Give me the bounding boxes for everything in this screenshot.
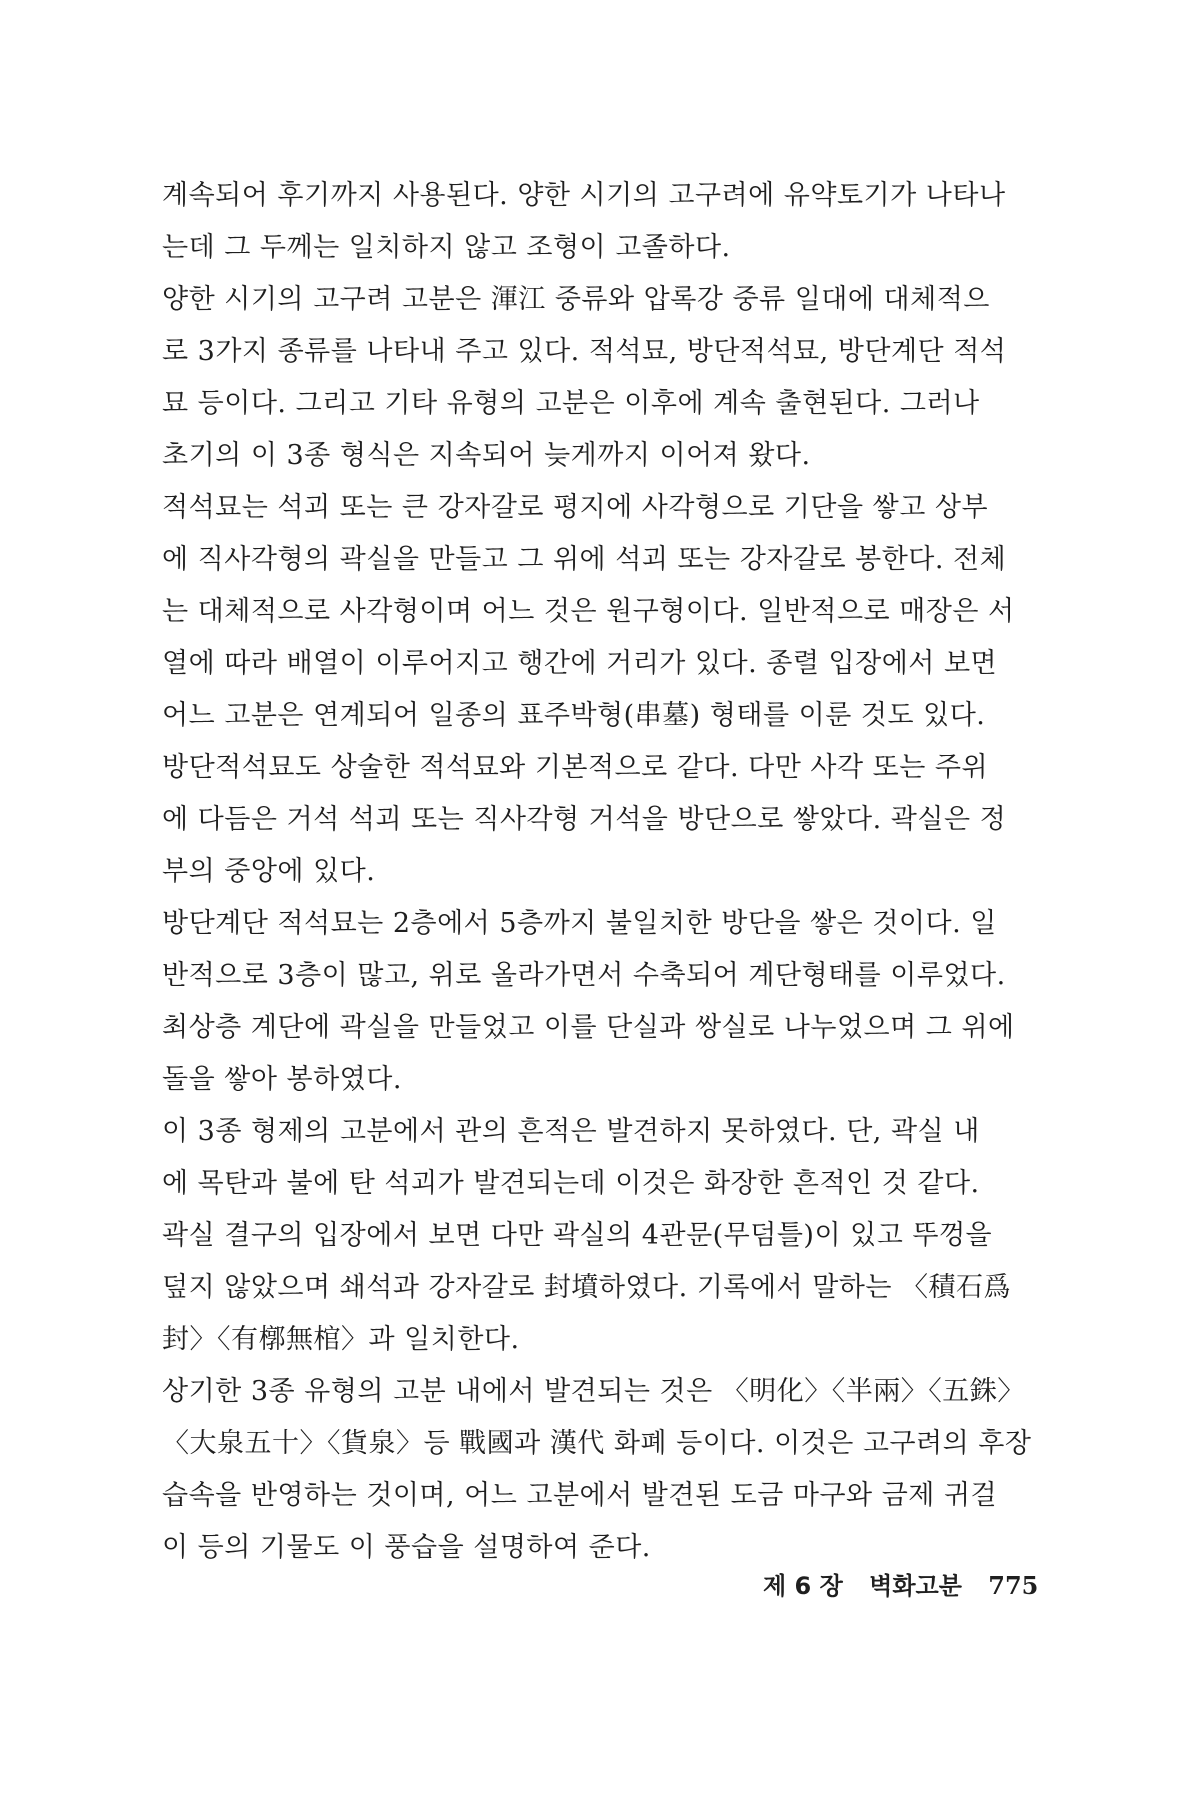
text-line: 계속되어 후기까지 사용된다. 양한 시기의 고구려에 유약토기가 나타나 — [162, 180, 1006, 211]
text-line: 로 3가지 종류를 나타내 주고 있다. 적석묘, 방단적석묘, 방단계단 적석 — [162, 336, 1007, 367]
text-line: 에 직사각형의 곽실을 만들고 그 위에 석괴 또는 강자갈로 봉한다. 전체 — [162, 544, 1007, 575]
text-line: 封〉〈有槨無棺〉과 일치한다. — [162, 1324, 520, 1355]
text-line: 반적으로 3층이 많고, 위로 올라가면서 수축되어 계단형태를 이루었다. — [162, 960, 1006, 991]
text-line: 상기한 3종 유형의 고분 내에서 발견되는 것은 〈明化〉〈半兩〉〈五銖〉 — [162, 1376, 1025, 1407]
body-text — [162, 170, 1042, 1574]
text-line: 이 3종 형제의 고분에서 관의 흔적은 발견하지 못하였다. 단, 곽실 내 — [162, 1116, 980, 1147]
text-line: 최상층 계단에 곽실을 만들었고 이를 단실과 쌍실로 나누었으며 그 위에 — [162, 1012, 1015, 1043]
text-line: 이 등의 기물도 이 풍습을 설명하여 준다. — [162, 1532, 651, 1563]
text-line: 〈大泉五十〉〈貨泉〉등 戰國과 漢代 화폐 등이다. 이것은 고구려의 후장 — [162, 1428, 1032, 1459]
text-line: 곽실 결구의 입장에서 보면 다만 곽실의 4관문(무덤틀)이 있고 뚜껑을 — [162, 1220, 993, 1251]
text-line: 는데 그 두께는 일치하지 않고 조형이 고졸하다. — [162, 232, 731, 263]
text-line: 는 대체적으로 사각형이며 어느 것은 원구형이다. 일반적으로 매장은 서 — [162, 596, 1015, 627]
text-line: 에 다듬은 거석 석괴 또는 직사각형 거석을 방단으로 쌓았다. 곽실은 정 — [162, 804, 1007, 835]
text-line: 어느 고분은 연계되어 일종의 표주박형(串墓) 형태를 이룬 것도 있다. — [162, 700, 986, 731]
page-footer — [763, 1566, 1038, 1601]
page-number: 775 — [988, 1571, 1039, 1600]
text-line: 부의 중앙에 있다. — [162, 856, 376, 887]
text-line: 방단계단 적석묘는 2층에서 5층까지 불일치한 방단을 쌓은 것이다. 일 — [162, 908, 997, 939]
text-line: 양한 시기의 고구려 고분은 渾江 중류와 압록강 중류 일대에 대체적으 — [162, 284, 990, 315]
text-line: 초기의 이 3종 형식은 지속되어 늦게까지 이어져 왔다. — [162, 440, 811, 471]
text-line: 방단적석묘도 상술한 적석묘와 기본적으로 같다. 다만 사각 또는 주위 — [162, 752, 989, 783]
text-line: 열에 따라 배열이 이루어지고 행간에 거리가 있다. 종렬 입장에서 보면 — [162, 648, 998, 679]
text-line: 묘 등이다. 그리고 기타 유형의 고분은 이후에 계속 출현된다. 그러나 — [162, 388, 980, 419]
text-line: 적석묘는 석괴 또는 큰 강자갈로 평지에 사각형으로 기단을 쌓고 상부 — [162, 492, 989, 523]
text-line: 돌을 쌓아 봉하였다. — [162, 1064, 402, 1095]
text-line: 덮지 않았으며 쇄석과 강자갈로 封墳하였다. 기록에서 말하는 〈積石爲 — [162, 1272, 1012, 1303]
chapter-label: 제 6 장 — [763, 1572, 843, 1600]
section-title: 벽화고분 — [869, 1572, 962, 1600]
text-line: 습속을 반영하는 것이며, 어느 고분에서 발견된 도금 마구와 금제 귀걸 — [162, 1480, 998, 1511]
text-line: 에 목탄과 불에 탄 석괴가 발견되는데 이것은 화장한 흔적인 것 같다. — [162, 1168, 980, 1199]
